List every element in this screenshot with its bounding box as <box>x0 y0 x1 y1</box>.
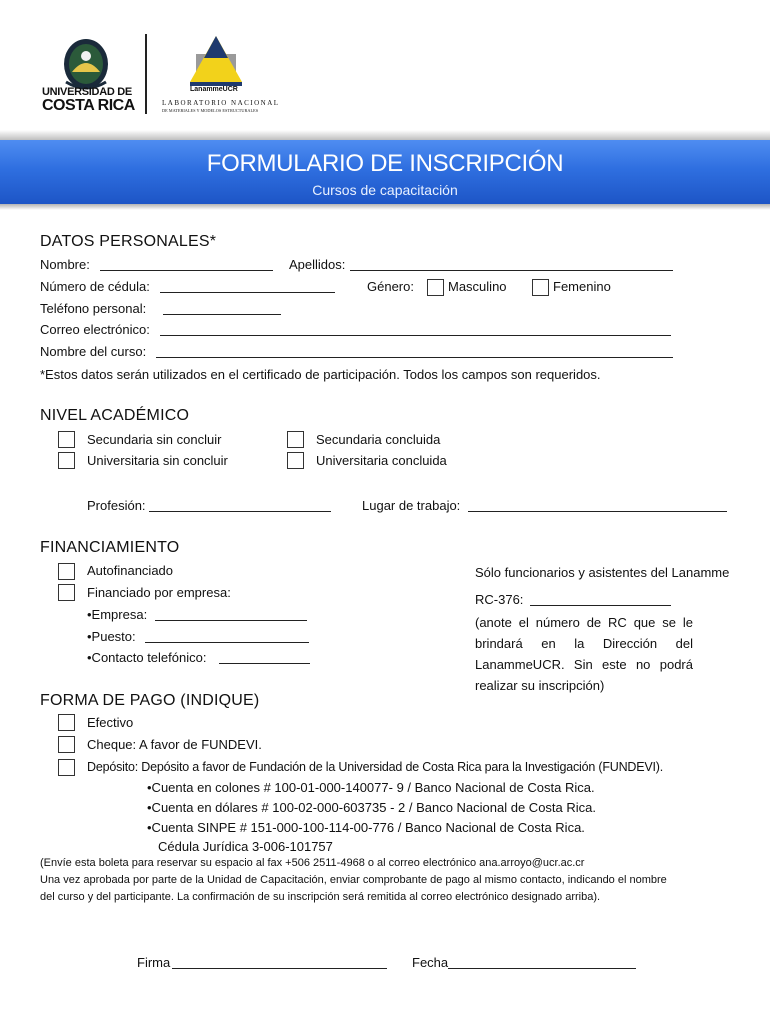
anote-line: brindará en la Dirección del <box>475 636 693 651</box>
femenino-checkbox[interactable] <box>532 279 549 296</box>
deposito-checkbox[interactable] <box>58 759 75 776</box>
cuenta-dolares: •Cuenta en dólares # 100-02-000-603735 - 2 / Banco Nacional de Costa Rica. <box>147 800 597 815</box>
universitaria-concluida-checkbox[interactable] <box>287 452 304 469</box>
nivel-academico-heading: NIVEL ACADÉMICO <box>40 407 190 424</box>
forma-pago-heading: FORMA DE PAGO (INDIQUE) <box>40 692 260 709</box>
autofinanciado-label: Autofinanciado <box>87 563 174 578</box>
ucr-name-line1: UNIVERSIDAD DE <box>42 86 132 98</box>
telefono-field[interactable] <box>163 303 281 315</box>
cedula-label: Número de cédula: <box>40 279 150 294</box>
fecha-label: Fecha <box>412 955 449 970</box>
financiamiento-heading: FINANCIAMIENTO <box>40 539 180 556</box>
anote-line: realizar su inscripción) <box>475 678 605 693</box>
efectivo-checkbox[interactable] <box>58 714 75 731</box>
universitaria-sin-concluir-label: Universitaria sin concluir <box>87 453 228 468</box>
nombre-label: Nombre: <box>40 257 90 272</box>
apellidos-label: Apellidos: <box>289 257 346 272</box>
masculino-label: Masculino <box>448 279 507 294</box>
footer-line2: Una vez aprobada por parte de la Unidad de Capacitación, enviar comprobante de pago al mismo contacto, indicando el nombre <box>40 874 667 886</box>
contacto-field[interactable] <box>219 652 310 664</box>
lanamme-triangle-icon <box>182 36 262 88</box>
lugar-trabajo-field[interactable] <box>468 500 727 512</box>
secundaria-sin-concluir-checkbox[interactable] <box>58 431 75 448</box>
ucr-logo <box>40 34 140 116</box>
puesto-field[interactable] <box>145 631 309 643</box>
rc-field[interactable] <box>530 594 671 606</box>
cedula-juridica: Cédula Jurídica 3-006-101757 <box>158 839 333 854</box>
ucr-shield-icon <box>40 34 140 90</box>
empresa-label: •Empresa: <box>87 607 148 622</box>
deposito-label: Depósito: Depósito a favor de Fundación de la Universidad de Costa Rica para la Investigación (FUNDEVI). <box>87 760 664 774</box>
universitaria-concluida-label: Universitaria concluida <box>316 453 447 468</box>
banner-bottom-shadow <box>0 204 770 210</box>
secundaria-concluida-checkbox[interactable] <box>287 431 304 448</box>
telefono-label: Teléfono personal: <box>40 301 147 316</box>
header-divider <box>145 34 147 114</box>
lanamme-logo-text: LanammeUCR <box>190 86 238 93</box>
contacto-label: •Contacto telefónico: <box>87 650 207 665</box>
cuenta-colones: •Cuenta en colones # 100-01-000-140077- 9 / Banco Nacional de Costa Rica. <box>147 780 595 795</box>
datos-personales-heading: DATOS PERSONALES* <box>40 233 217 250</box>
nombre-field[interactable] <box>100 259 273 271</box>
anote-line: (anote el número de RC que se le <box>475 615 693 630</box>
anote-line: LanammeUCR. Sin este no podrá <box>475 657 693 672</box>
apellidos-field[interactable] <box>350 259 673 271</box>
financiado-empresa-checkbox[interactable] <box>58 584 75 601</box>
curso-field[interactable] <box>156 346 673 358</box>
curso-label: Nombre del curso: <box>40 344 147 359</box>
banner-shadow <box>0 130 770 140</box>
profesion-label: Profesión: <box>87 498 146 513</box>
rc-label: RC-376: <box>475 592 524 607</box>
profesion-field[interactable] <box>149 500 331 512</box>
footer-line3: del curso y del participante. La confirmación de su inscripción será remitida al correo electrónico designado arriba). <box>40 891 601 903</box>
firma-label: Firma <box>137 955 171 970</box>
genero-label: Género: <box>367 279 414 294</box>
form-subtitle: Cursos de capacitación <box>312 182 458 198</box>
cheque-label: Cheque: A favor de FUNDEVI. <box>87 737 262 752</box>
cedula-field[interactable] <box>160 281 335 293</box>
firma-field[interactable] <box>172 957 387 969</box>
financiado-empresa-label: Financiado por empresa: <box>87 585 231 600</box>
ucr-name-line2: COSTA RICA <box>42 97 135 114</box>
puesto-label: •Puesto: <box>87 629 136 644</box>
lugar-trabajo-label: Lugar de trabajo: <box>362 498 461 513</box>
cheque-checkbox[interactable] <box>58 736 75 753</box>
femenino-label: Femenino <box>553 279 611 294</box>
lanamme-note: Sólo funcionarios y asistentes del Lanamme <box>475 565 730 580</box>
secundaria-sin-concluir-label: Secundaria sin concluir <box>87 432 222 447</box>
form-title: FORMULARIO DE INSCRIPCIÓN <box>206 150 564 177</box>
lab-line1: LABORATORIO NACIONAL <box>162 99 280 107</box>
lanamme-logo <box>160 36 280 116</box>
datos-nota: *Estos datos serán utilizados en el certificado de participación. Todos los campos son requeridos. <box>40 367 601 382</box>
footer-line1: (Envíe esta boleta para reservar su espacio al fax +506 2511-4968 o al correo electrónico ana.arroyo@ucr.ac.cr <box>40 857 585 869</box>
secundaria-concluida-label: Secundaria concluida <box>316 432 441 447</box>
correo-field[interactable] <box>160 324 671 336</box>
fecha-field[interactable] <box>448 957 636 969</box>
universitaria-sin-concluir-checkbox[interactable] <box>58 452 75 469</box>
autofinanciado-checkbox[interactable] <box>58 563 75 580</box>
efectivo-label: Efectivo <box>87 715 134 730</box>
empresa-field[interactable] <box>155 609 307 621</box>
lab-line2: DE MATERIALES Y MODELOS ESTRUCTURALES <box>162 108 259 113</box>
masculino-checkbox[interactable] <box>427 279 444 296</box>
correo-label: Correo electrónico: <box>40 322 150 337</box>
cuenta-sinpe: •Cuenta SINPE # 151-000-100-114-00-776 / Banco Nacional de Costa Rica. <box>147 820 585 835</box>
